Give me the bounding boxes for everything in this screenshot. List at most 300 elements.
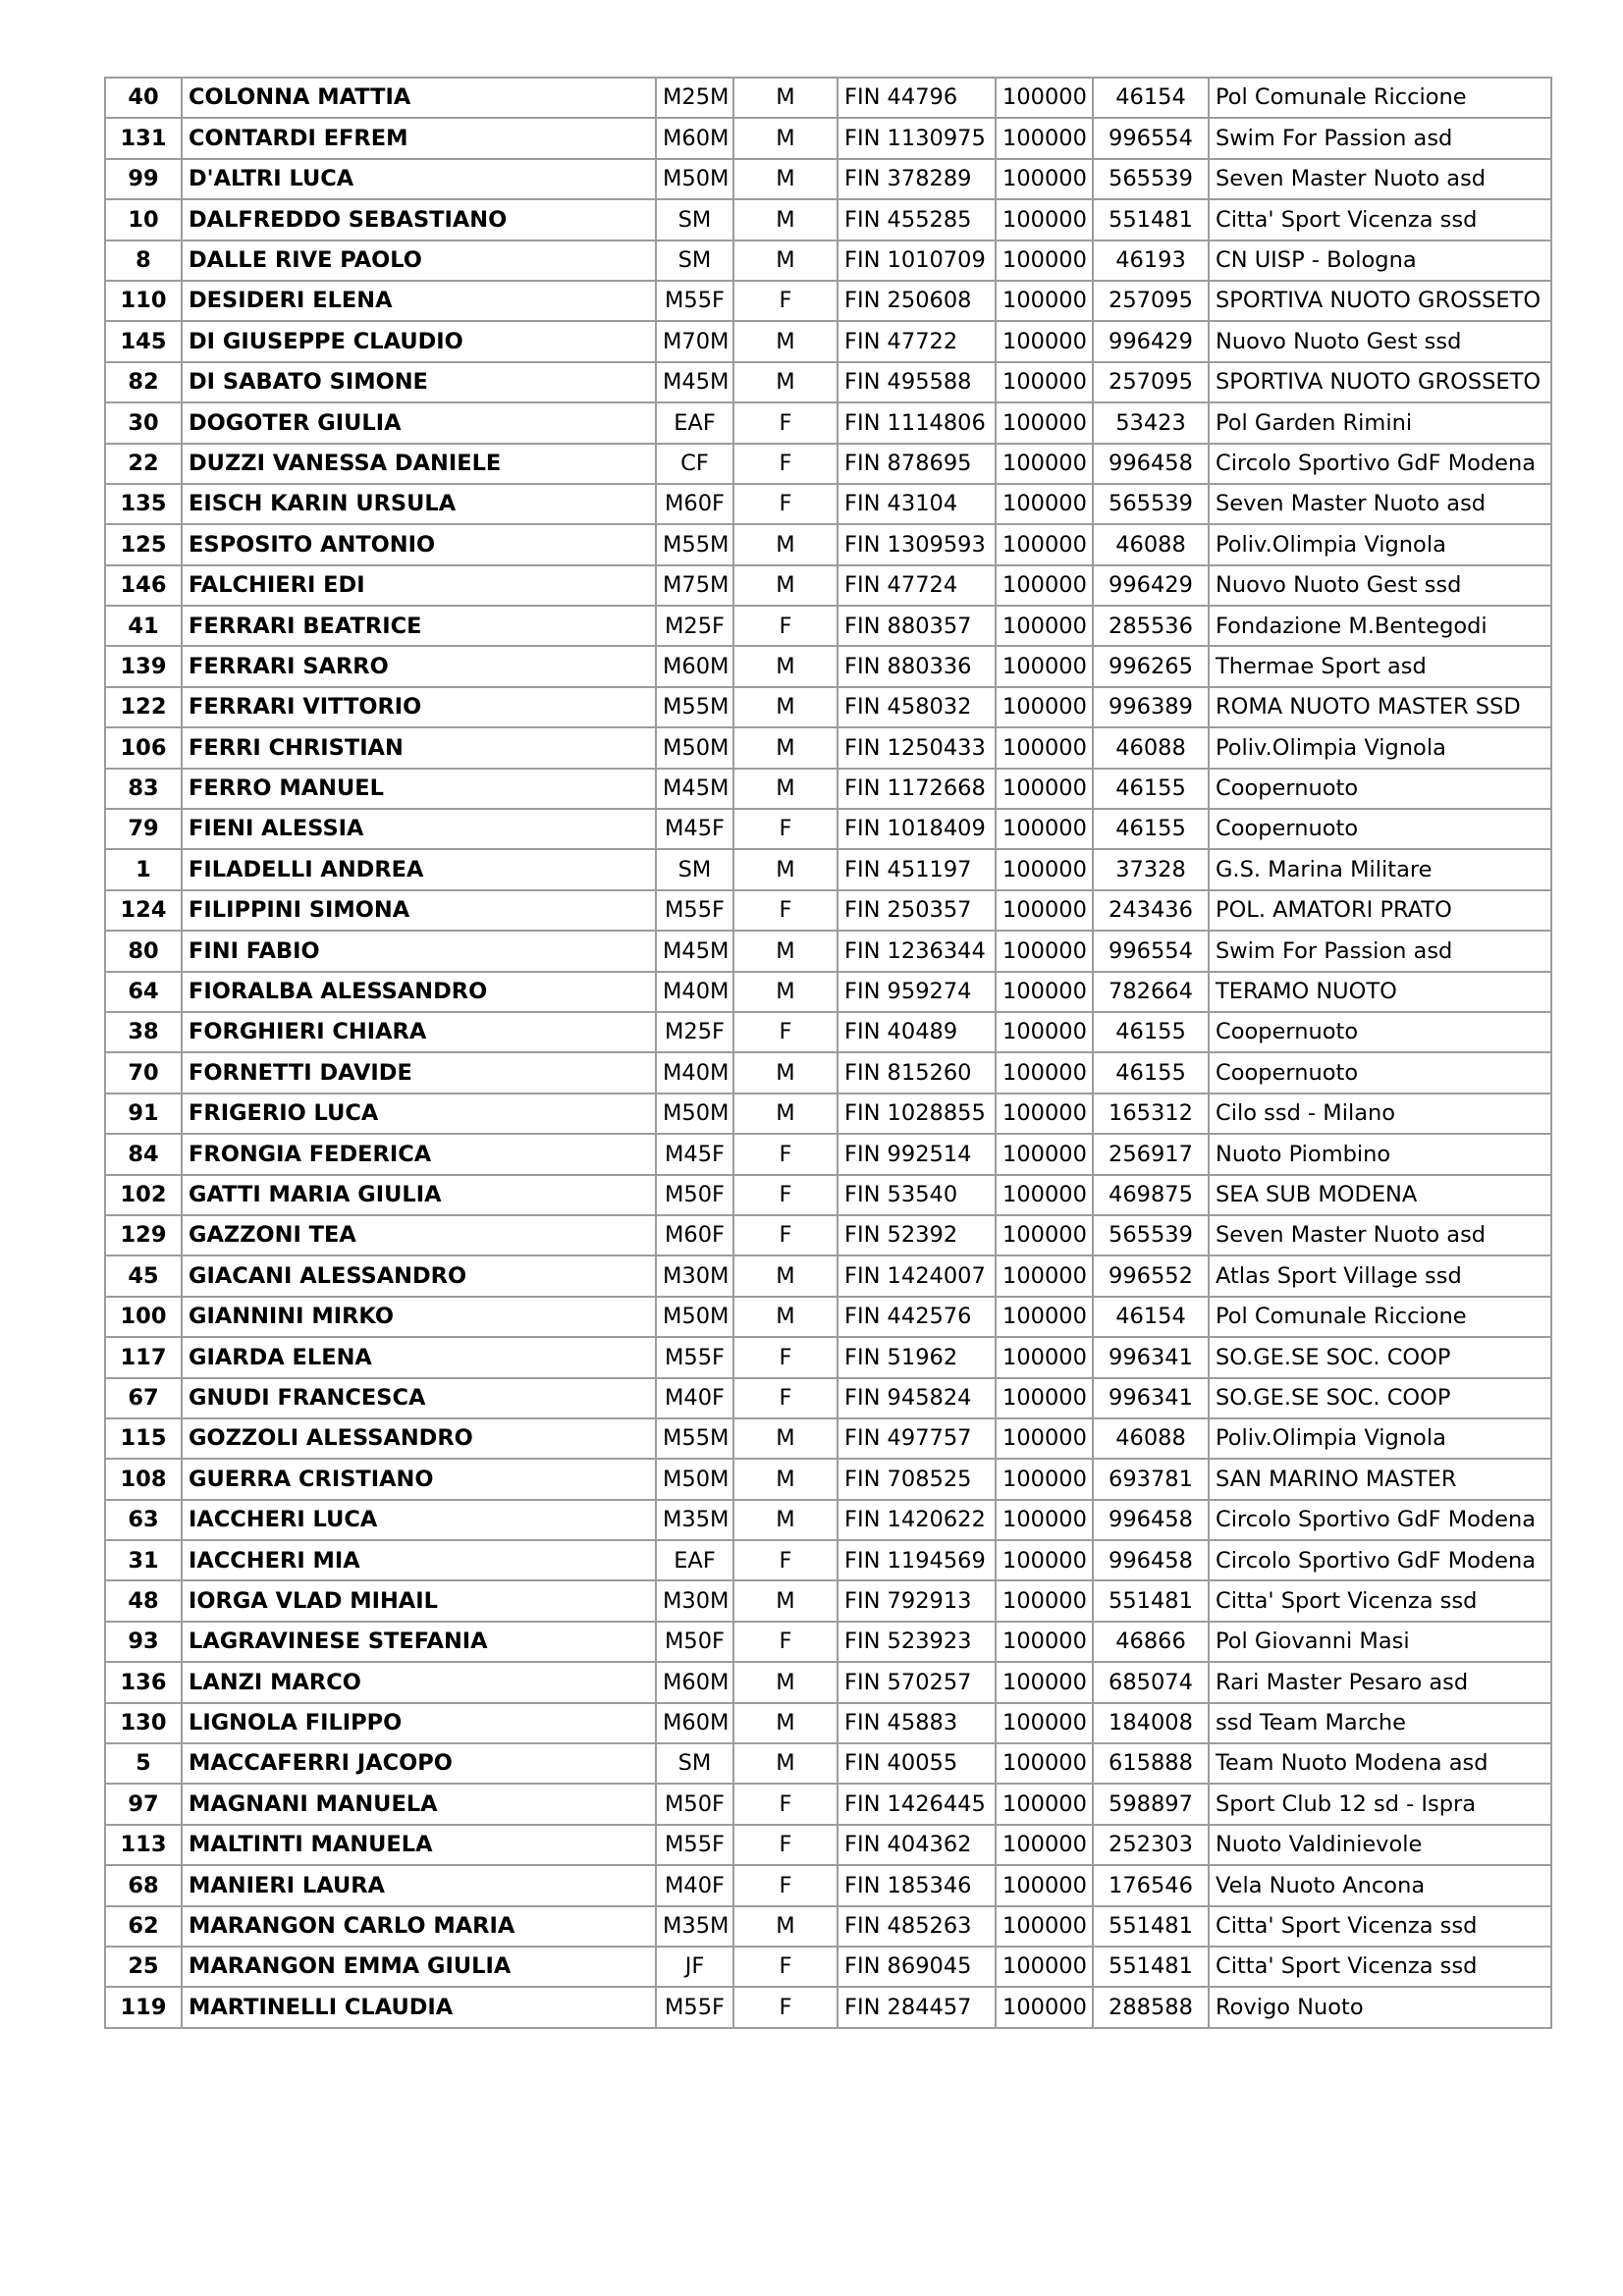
table-row: [105, 159, 1551, 199]
athlete-name: IACCHERI MIA: [182, 1540, 656, 1580]
code: 100000: [996, 1297, 1093, 1337]
gender: F: [733, 809, 838, 849]
team-name: Sport Club 12 sd - Ispra: [1209, 1784, 1551, 1824]
code: 100000: [996, 1378, 1093, 1418]
category: M50F: [656, 1784, 733, 1824]
athlete-name: FRONGIA FEDERICA: [182, 1134, 656, 1174]
gender: M: [733, 1580, 838, 1621]
gender: M: [733, 1500, 838, 1540]
athlete-number: 106: [105, 727, 182, 768]
society-code: 53423: [1093, 402, 1209, 443]
society-code: 46088: [1093, 1418, 1209, 1459]
athlete-number: 82: [105, 362, 182, 402]
fin-card: FIN 185346: [838, 1865, 996, 1905]
society-code: 165312: [1093, 1094, 1209, 1134]
category: SM: [656, 849, 733, 889]
table-row: [105, 362, 1551, 402]
gender: F: [733, 1175, 838, 1215]
fin-card: FIN 1010709: [838, 240, 996, 281]
fin-card: FIN 45883: [838, 1703, 996, 1743]
athlete-number: 146: [105, 565, 182, 606]
gender: M: [733, 565, 838, 606]
athlete-name: EISCH KARIN URSULA: [182, 484, 656, 524]
category: M40F: [656, 1865, 733, 1905]
code: 100000: [996, 1418, 1093, 1459]
team-name: Pol Comunale Riccione: [1209, 78, 1551, 118]
athlete-name: GATTI MARIA GIULIA: [182, 1175, 656, 1215]
athlete-number: 41: [105, 606, 182, 646]
table-row: [105, 1987, 1551, 2027]
athlete-number: 108: [105, 1459, 182, 1499]
fin-card: FIN 47724: [838, 565, 996, 606]
fin-card: FIN 47722: [838, 321, 996, 361]
team-name: Seven Master Nuoto asd: [1209, 1215, 1551, 1255]
fin-card: FIN 1236344: [838, 931, 996, 971]
fin-card: FIN 523923: [838, 1622, 996, 1662]
athlete-number: 1: [105, 849, 182, 889]
fin-card: FIN 880336: [838, 646, 996, 686]
code: 100000: [996, 1906, 1093, 1947]
code: 100000: [996, 199, 1093, 240]
table-row: [105, 1418, 1551, 1459]
category: M25F: [656, 1012, 733, 1052]
athlete-number: 62: [105, 1906, 182, 1947]
code: 100000: [996, 484, 1093, 524]
athlete-number: 30: [105, 402, 182, 443]
fin-card: FIN 1424007: [838, 1255, 996, 1296]
team-name: Circolo Sportivo GdF Modena: [1209, 1500, 1551, 1540]
code: 100000: [996, 931, 1093, 971]
team-name: SPORTIVA NUOTO GROSSETO: [1209, 362, 1551, 402]
athlete-number: 119: [105, 1987, 182, 2027]
team-name: Vela Nuoto Ancona: [1209, 1865, 1551, 1905]
category: M55M: [656, 524, 733, 564]
table-row: [105, 402, 1551, 443]
team-name: ssd Team Marche: [1209, 1703, 1551, 1743]
gender: F: [733, 1784, 838, 1824]
table-row: [105, 199, 1551, 240]
society-code: 256917: [1093, 1134, 1209, 1174]
category: M55M: [656, 1418, 733, 1459]
athlete-name: GUERRA CRISTIANO: [182, 1459, 656, 1499]
athlete-number: 68: [105, 1865, 182, 1905]
athlete-name: GOZZOLI ALESSANDRO: [182, 1418, 656, 1459]
team-name: Seven Master Nuoto asd: [1209, 159, 1551, 199]
athlete-number: 129: [105, 1215, 182, 1255]
table-row: [105, 931, 1551, 971]
fin-card: FIN 959274: [838, 972, 996, 1012]
category: M60M: [656, 1662, 733, 1702]
society-code: 176546: [1093, 1865, 1209, 1905]
team-name: Nuovo Nuoto Gest ssd: [1209, 321, 1551, 361]
code: 100000: [996, 1337, 1093, 1377]
gender: F: [733, 1622, 838, 1662]
table-row: [105, 240, 1551, 281]
code: 100000: [996, 402, 1093, 443]
code: 100000: [996, 159, 1093, 199]
code: 100000: [996, 769, 1093, 809]
society-code: 693781: [1093, 1459, 1209, 1499]
fin-card: FIN 945824: [838, 1378, 996, 1418]
athlete-number: 145: [105, 321, 182, 361]
team-name: Poliv.Olimpia Vignola: [1209, 524, 1551, 564]
table-row: [105, 849, 1551, 889]
athlete-name: MAGNANI MANUELA: [182, 1784, 656, 1824]
team-name: Nuoto Valdinievole: [1209, 1825, 1551, 1865]
category: M45F: [656, 809, 733, 849]
society-code: 996429: [1093, 321, 1209, 361]
society-code: 288588: [1093, 1987, 1209, 2027]
gender: M: [733, 769, 838, 809]
category: M50F: [656, 1622, 733, 1662]
code: 100000: [996, 1052, 1093, 1093]
category: M70M: [656, 321, 733, 361]
athlete-number: 79: [105, 809, 182, 849]
table-row: [105, 281, 1551, 321]
category: M25M: [656, 78, 733, 118]
category: M50M: [656, 727, 733, 768]
code: 100000: [996, 281, 1093, 321]
society-code: 996554: [1093, 931, 1209, 971]
gender: F: [733, 1215, 838, 1255]
gender: M: [733, 362, 838, 402]
category: M50M: [656, 1297, 733, 1337]
code: 100000: [996, 1500, 1093, 1540]
athlete-name: FORNETTI DAVIDE: [182, 1052, 656, 1093]
gender: F: [733, 1987, 838, 2027]
team-name: SEA SUB MODENA: [1209, 1175, 1551, 1215]
society-code: 996265: [1093, 646, 1209, 686]
gender: M: [733, 727, 838, 768]
code: 100000: [996, 1012, 1093, 1052]
gender: M: [733, 687, 838, 727]
table-row: [105, 1947, 1551, 1987]
gender: F: [733, 484, 838, 524]
athlete-number: 117: [105, 1337, 182, 1377]
category: M25F: [656, 606, 733, 646]
team-name: Pol Giovanni Masi: [1209, 1622, 1551, 1662]
code: 100000: [996, 118, 1093, 158]
fin-card: FIN 442576: [838, 1297, 996, 1337]
gender: M: [733, 931, 838, 971]
athlete-number: 83: [105, 769, 182, 809]
athlete-number: 115: [105, 1418, 182, 1459]
team-name: SO.GE.SE SOC. COOP: [1209, 1337, 1551, 1377]
athlete-name: FORGHIERI CHIARA: [182, 1012, 656, 1052]
category: EAF: [656, 1540, 733, 1580]
table-row: [105, 1378, 1551, 1418]
table-row: [105, 1825, 1551, 1865]
society-code: 996554: [1093, 118, 1209, 158]
athlete-number: 100: [105, 1297, 182, 1337]
code: 100000: [996, 444, 1093, 484]
athlete-number: 8: [105, 240, 182, 281]
athlete-number: 131: [105, 118, 182, 158]
team-name: Citta' Sport Vicenza ssd: [1209, 199, 1551, 240]
society-code: 996552: [1093, 1255, 1209, 1296]
table-row: [105, 1703, 1551, 1743]
athlete-number: 97: [105, 1784, 182, 1824]
team-name: Thermae Sport asd: [1209, 646, 1551, 686]
athlete-number: 84: [105, 1134, 182, 1174]
category: JF: [656, 1947, 733, 1987]
category: M30M: [656, 1580, 733, 1621]
athlete-number: 22: [105, 444, 182, 484]
fin-card: FIN 284457: [838, 1987, 996, 2027]
category: SM: [656, 1743, 733, 1784]
gender: M: [733, 524, 838, 564]
code: 100000: [996, 1987, 1093, 2027]
team-name: Swim For Passion asd: [1209, 118, 1551, 158]
gender: M: [733, 159, 838, 199]
gender: F: [733, 1378, 838, 1418]
code: 100000: [996, 1215, 1093, 1255]
athlete-name: FERRARI BEATRICE: [182, 606, 656, 646]
fin-card: FIN 878695: [838, 444, 996, 484]
gender: M: [733, 1662, 838, 1702]
athlete-number: 10: [105, 199, 182, 240]
table-row: [105, 484, 1551, 524]
society-code: 469875: [1093, 1175, 1209, 1215]
society-code: 685074: [1093, 1662, 1209, 1702]
fin-card: FIN 570257: [838, 1662, 996, 1702]
table-row: [105, 972, 1551, 1012]
fin-card: FIN 1194569: [838, 1540, 996, 1580]
fin-card: FIN 1426445: [838, 1784, 996, 1824]
fin-card: FIN 1172668: [838, 769, 996, 809]
code: 100000: [996, 1540, 1093, 1580]
team-name: Rari Master Pesaro asd: [1209, 1662, 1551, 1702]
team-name: Citta' Sport Vicenza ssd: [1209, 1580, 1551, 1621]
athlete-name: MARTINELLI CLAUDIA: [182, 1987, 656, 2027]
athlete-name: MALTINTI MANUELA: [182, 1825, 656, 1865]
code: 100000: [996, 1622, 1093, 1662]
athlete-name: MACCAFERRI JACOPO: [182, 1743, 656, 1784]
team-name: Pol Garden Rimini: [1209, 402, 1551, 443]
team-name: ROMA NUOTO MASTER SSD: [1209, 687, 1551, 727]
fin-card: FIN 815260: [838, 1052, 996, 1093]
fin-card: FIN 880357: [838, 606, 996, 646]
athlete-table-body: [105, 78, 1551, 2028]
fin-card: FIN 44796: [838, 78, 996, 118]
society-code: 46193: [1093, 240, 1209, 281]
team-name: CN UISP - Bologna: [1209, 240, 1551, 281]
athlete-number: 38: [105, 1012, 182, 1052]
society-code: 184008: [1093, 1703, 1209, 1743]
athlete-name: LIGNOLA FILIPPO: [182, 1703, 656, 1743]
team-name: Citta' Sport Vicenza ssd: [1209, 1906, 1551, 1947]
gender: F: [733, 1337, 838, 1377]
athlete-number: 5: [105, 1743, 182, 1784]
team-name: Poliv.Olimpia Vignola: [1209, 1418, 1551, 1459]
society-code: 46088: [1093, 524, 1209, 564]
fin-card: FIN 250357: [838, 890, 996, 931]
gender: F: [733, 890, 838, 931]
table-row: [105, 1743, 1551, 1784]
athlete-number: 91: [105, 1094, 182, 1134]
athlete-name: DALLE RIVE PAOLO: [182, 240, 656, 281]
team-name: Atlas Sport Village ssd: [1209, 1255, 1551, 1296]
athlete-name: DOGOTER GIULIA: [182, 402, 656, 443]
athlete-number: 99: [105, 159, 182, 199]
category: M60M: [656, 1703, 733, 1743]
category: M55F: [656, 1337, 733, 1377]
society-code: 598897: [1093, 1784, 1209, 1824]
category: M40F: [656, 1378, 733, 1418]
athlete-number: 122: [105, 687, 182, 727]
category: M30M: [656, 1255, 733, 1296]
category: M55F: [656, 281, 733, 321]
fin-card: FIN 53540: [838, 1175, 996, 1215]
team-name: Team Nuoto Modena asd: [1209, 1743, 1551, 1784]
athlete-name: FRIGERIO LUCA: [182, 1094, 656, 1134]
team-name: SAN MARINO MASTER: [1209, 1459, 1551, 1499]
code: 100000: [996, 78, 1093, 118]
fin-card: FIN 455285: [838, 199, 996, 240]
athlete-name: FILIPPINI SIMONA: [182, 890, 656, 931]
category: SM: [656, 199, 733, 240]
athlete-name: MARANGON EMMA GIULIA: [182, 1947, 656, 1987]
table-row: [105, 1052, 1551, 1093]
fin-card: FIN 1250433: [838, 727, 996, 768]
code: 100000: [996, 524, 1093, 564]
athlete-name: MARANGON CARLO MARIA: [182, 1906, 656, 1947]
society-code: 565539: [1093, 159, 1209, 199]
fin-card: FIN 40055: [838, 1743, 996, 1784]
gender: M: [733, 1297, 838, 1337]
society-code: 996458: [1093, 1500, 1209, 1540]
society-code: 252303: [1093, 1825, 1209, 1865]
athlete-name: ESPOSITO ANTONIO: [182, 524, 656, 564]
society-code: 996341: [1093, 1337, 1209, 1377]
athlete-name: DI GIUSEPPE CLAUDIO: [182, 321, 656, 361]
gender: F: [733, 1012, 838, 1052]
athlete-name: FIORALBA ALESSANDRO: [182, 972, 656, 1012]
athlete-number: 102: [105, 1175, 182, 1215]
gender: M: [733, 78, 838, 118]
category: M75M: [656, 565, 733, 606]
athlete-number: 93: [105, 1622, 182, 1662]
category: M55F: [656, 1987, 733, 2027]
athlete-number: 125: [105, 524, 182, 564]
table-row: [105, 118, 1551, 158]
gender: M: [733, 321, 838, 361]
fin-card: FIN 250608: [838, 281, 996, 321]
code: 100000: [996, 362, 1093, 402]
athlete-name: GAZZONI TEA: [182, 1215, 656, 1255]
athlete-name: MANIERI LAURA: [182, 1865, 656, 1905]
table-row: [105, 1906, 1551, 1947]
fin-card: FIN 378289: [838, 159, 996, 199]
code: 100000: [996, 606, 1093, 646]
society-code: 996389: [1093, 687, 1209, 727]
fin-card: FIN 992514: [838, 1134, 996, 1174]
gender: M: [733, 1743, 838, 1784]
society-code: 46154: [1093, 78, 1209, 118]
society-code: 46155: [1093, 809, 1209, 849]
code: 100000: [996, 849, 1093, 889]
table-row: [105, 1540, 1551, 1580]
code: 100000: [996, 1703, 1093, 1743]
athlete-name: GIANNINI MIRKO: [182, 1297, 656, 1337]
code: 100000: [996, 565, 1093, 606]
gender: M: [733, 1255, 838, 1296]
code: 100000: [996, 972, 1093, 1012]
athlete-name: LAGRAVINESE STEFANIA: [182, 1622, 656, 1662]
team-name: Swim For Passion asd: [1209, 931, 1551, 971]
society-code: 551481: [1093, 199, 1209, 240]
athlete-name: FALCHIERI EDI: [182, 565, 656, 606]
team-name: Cilo ssd - Milano: [1209, 1094, 1551, 1134]
gender: F: [733, 1825, 838, 1865]
category: M35M: [656, 1906, 733, 1947]
table-row: [105, 687, 1551, 727]
gender: M: [733, 849, 838, 889]
fin-card: FIN 495588: [838, 362, 996, 402]
athlete-number: 25: [105, 1947, 182, 1987]
fin-card: FIN 52392: [838, 1215, 996, 1255]
table-row: [105, 1012, 1551, 1052]
athlete-number: 40: [105, 78, 182, 118]
table-row: [105, 1297, 1551, 1337]
society-code: 257095: [1093, 362, 1209, 402]
team-name: Pol Comunale Riccione: [1209, 1297, 1551, 1337]
fin-card: FIN 1028855: [838, 1094, 996, 1134]
table-row: [105, 1622, 1551, 1662]
code: 100000: [996, 809, 1093, 849]
fin-card: FIN 1130975: [838, 118, 996, 158]
team-name: Nuoto Piombino: [1209, 1134, 1551, 1174]
gender: M: [733, 1094, 838, 1134]
athlete-number: 110: [105, 281, 182, 321]
table-row: [105, 1337, 1551, 1377]
athlete-number: 130: [105, 1703, 182, 1743]
team-name: SPORTIVA NUOTO GROSSETO: [1209, 281, 1551, 321]
athlete-name: FERRARI SARRO: [182, 646, 656, 686]
athlete-name: DUZZI VANESSA DANIELE: [182, 444, 656, 484]
category: M40M: [656, 972, 733, 1012]
team-name: Fondazione M.Bentegodi: [1209, 606, 1551, 646]
athlete-name: FIENI ALESSIA: [182, 809, 656, 849]
code: 100000: [996, 727, 1093, 768]
athlete-table: [104, 77, 1552, 2029]
code: 100000: [996, 1865, 1093, 1905]
code: 100000: [996, 1580, 1093, 1621]
category: EAF: [656, 402, 733, 443]
category: M45F: [656, 1134, 733, 1174]
athlete-number: 124: [105, 890, 182, 931]
society-code: 551481: [1093, 1906, 1209, 1947]
team-name: POL. AMATORI PRATO: [1209, 890, 1551, 931]
table-row: [105, 1662, 1551, 1702]
athlete-name: GIARDA ELENA: [182, 1337, 656, 1377]
table-row: [105, 1500, 1551, 1540]
category: M50F: [656, 1175, 733, 1215]
athlete-name: DI SABATO SIMONE: [182, 362, 656, 402]
fin-card: FIN 1420622: [838, 1500, 996, 1540]
athlete-name: D'ALTRI LUCA: [182, 159, 656, 199]
athlete-number: 80: [105, 931, 182, 971]
gender: M: [733, 1052, 838, 1093]
team-name: Circolo Sportivo GdF Modena: [1209, 444, 1551, 484]
team-name: Circolo Sportivo GdF Modena: [1209, 1540, 1551, 1580]
athlete-name: FERRI CHRISTIAN: [182, 727, 656, 768]
category: M45M: [656, 931, 733, 971]
table-row: [105, 890, 1551, 931]
table-row: [105, 1865, 1551, 1905]
society-code: 996458: [1093, 444, 1209, 484]
athlete-number: 113: [105, 1825, 182, 1865]
